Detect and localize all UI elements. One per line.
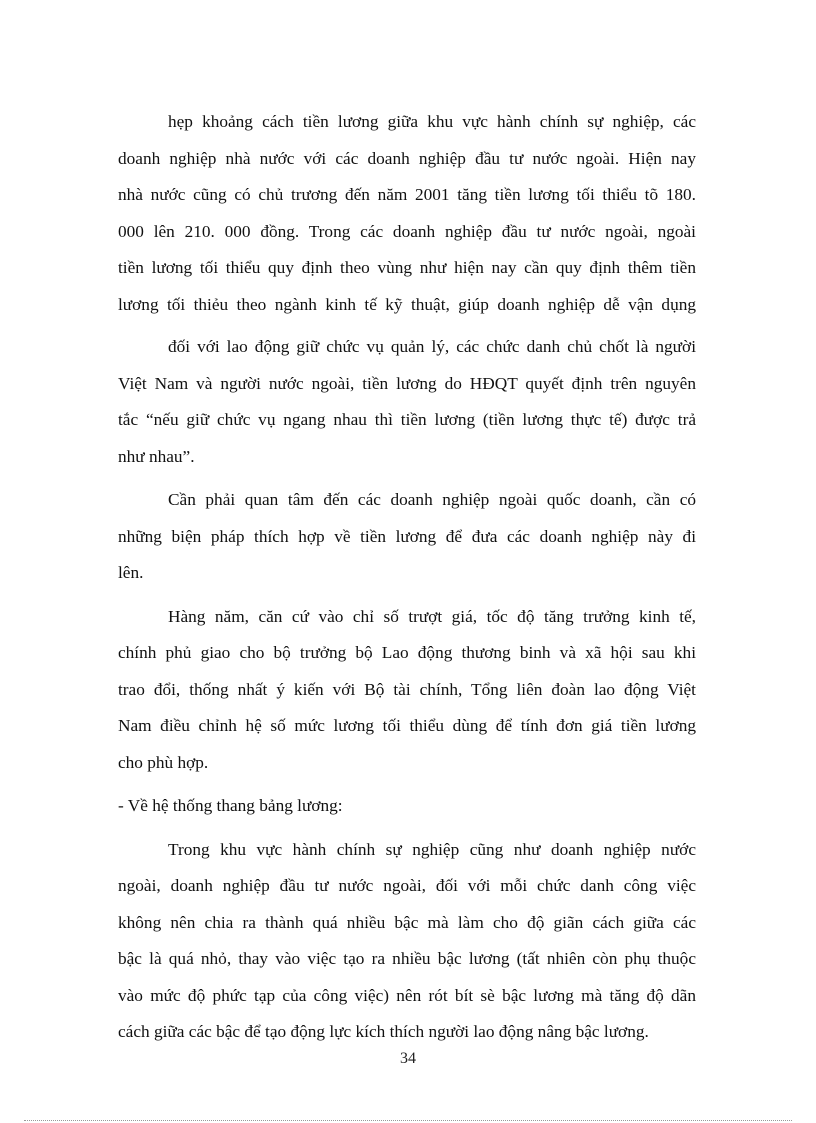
text-line: Hàng năm, căn cứ vào chỉ số trượt giá, tốc độ tăng trưởng kinh tế, [168,606,696,626]
text-line: trao đổi, thống nhất ý kiến với Bộ tài chính, Tổng liên đoàn lao động Việt [118,679,696,699]
page-bottom-divider [24,1120,792,1121]
text-line: 000 lên 210. 000 đồng. Trong các doanh nghiệp đầu tư nước ngoài, ngoài [118,221,696,241]
text-line: đối với lao động giữ chức vụ quản lý, các chức danh chủ chốt là người [168,337,696,356]
text-line: tiền lương tối thiểu quy định theo vùng như hiện nay cần quy định thêm tiền [118,258,696,277]
text-line: lên. [118,563,144,582]
text-line: Nam điều chỉnh hệ số mức lương tối thiểu dùng để tính đơn giá tiền lương [118,716,696,735]
text-line: như nhau”. [118,446,195,466]
text-line: hẹp khoảng cách tiền lương giữa khu vực hành chính sự nghiệp, các [168,112,696,131]
section-heading: - Về hệ thống thang bảng lương: [118,796,343,815]
text-line: chính phủ giao cho bộ trưởng bộ Lao động thương binh và xã hội sau khi [118,643,696,662]
text-line: cho phù hợp. [118,752,209,772]
text-line: những biện pháp thích hợp về tiền lương để đưa các doanh nghiệp này đi [118,526,696,546]
text-line: Cần phải quan tâm đến các doanh nghiệp ngoài quốc doanh, cần có [168,490,696,509]
text-line: ngoài, doanh nghiệp đầu tư nước ngoài, đối với mỗi chức danh công việc [118,876,696,895]
text-line: nhà nước cũng có chủ trương đến năm 2001 tăng tiền lương tối thiểu tõ 180. [118,185,696,204]
text-line: Việt Nam và người nước ngoài, tiền lương do HĐQT quyết định trên nguyên [118,373,696,393]
text-line: bậc là quá nhỏ, thay vào việc tạo ra nhiều bậc lương (tất nhiên còn phụ thuộc [118,949,696,968]
page-number: 34 [400,1050,416,1067]
text-line: lương tối thiẻu theo ngành kinh tế kỹ thuật, giúp doanh nghiệp dễ vận dụng [118,294,696,314]
body-text [118,104,696,1051]
text-line: doanh nghiệp nhà nước với các doanh nghiệp đầu tư nước ngoài. Hiện nay [118,148,696,168]
text-line: tắc “nếu giữ chức vụ ngang nhau thì tiền lương (tiền lương thực tế) được trả [118,410,696,429]
text-line: cách giữa các bậc để tạo động lực kích thích người lao động nâng bậc lương. [118,1022,649,1041]
text-line: Trong khu vực hành chính sự nghiệp cũng như doanh nghiệp nước [168,839,696,859]
text-line: vào mức độ phức tạp của công việc) nên rót bít sè bậc lương mà tăng độ dãn [118,985,696,1005]
text-line: không nên chia ra thành quá nhiều bậc mà làm cho độ giãn cách giữa các [118,912,696,932]
